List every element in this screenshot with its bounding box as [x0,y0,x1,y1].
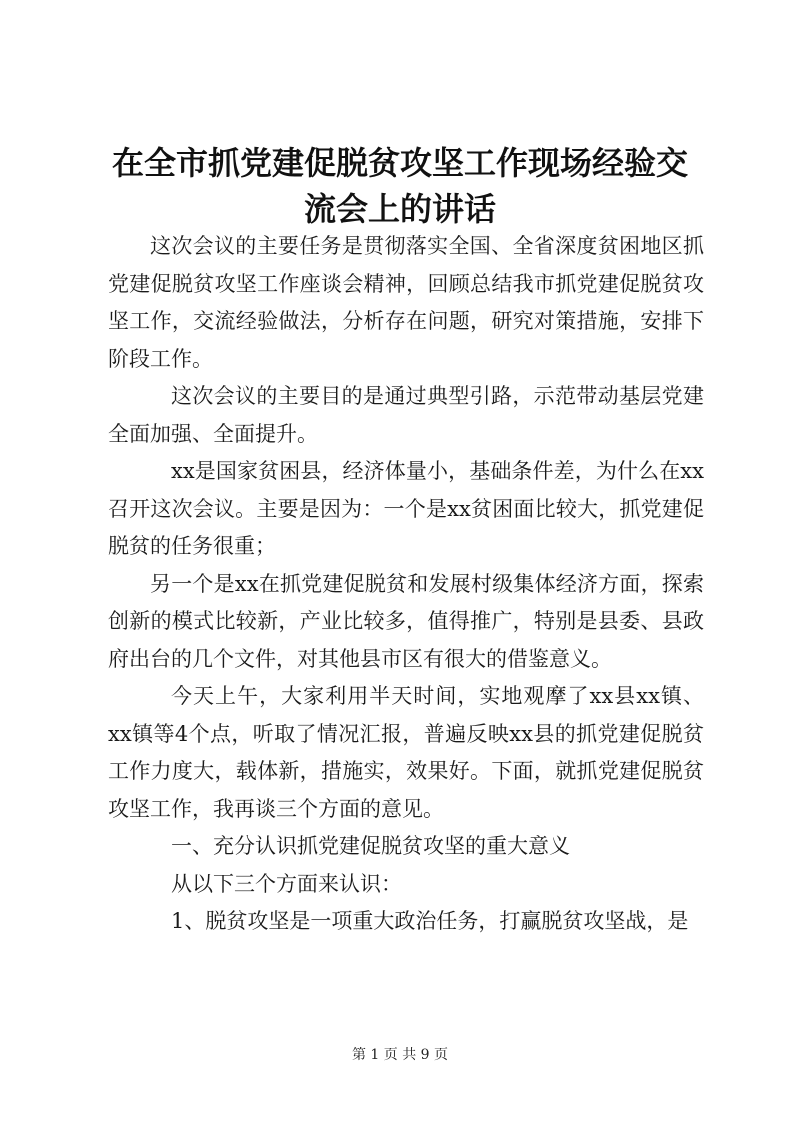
section-heading-1: 一、充分认识抓党建促脱贫攻坚的重大意义 [171,834,570,858]
paragraph-1: 这次会议的主要任务是贯彻落实全国、全省深度贫困地区抓党建促脱贫攻坚工作座谈会精神，回顾总结我市抓党建促脱贫攻坚工作，交流经验做法，分析存在问题，研究对策措施，安排下阶段工作。 [108,234,704,371]
document-title: 在全市抓党建促脱贫攻坚工作现场经验交流会上的讲话 [111,144,688,228]
paragraph-5: 今天上午，大家利用半天时间，实地观摩了xx县xx镇、xx镇等4个点，听取了情况汇报，普遍反映xx县的抓党建促脱贫工作力度大，载体新，措施实，效果好。下面，就抓党建促脱贫攻坚工作，我再谈三个方面的意见。 [108,684,704,821]
document-body [108,228,704,941]
paragraph-2: 这次会议的主要目的是通过典型引路，示范带动基层党建全面加强、全面提升。 [108,384,704,446]
paragraph-7: 1、脱贫攻坚是一项重大政治任务，打赢脱贫攻坚战，是 [171,909,689,933]
paragraph-6: 从以下三个方面来认识： [171,871,402,896]
paragraph-4: 另一个是xx在抓党建促脱贫和发展村级集体经济方面，探索创新的模式比较新，产业比较多，值得推广，特别是县委、县政府出台的几个文件，对其他县市区有很大的借鉴意义。 [108,571,704,671]
page-number-footer: 第 1 页 共 9 页 [351,1047,449,1063]
paragraph-3: xx是国家贫困县，经济体量小，基础条件差，为什么在xx召开这次会议。主要是因为：一个是xx贫困面比较大，抓党建促脱贫的任务很重； [108,459,704,558]
